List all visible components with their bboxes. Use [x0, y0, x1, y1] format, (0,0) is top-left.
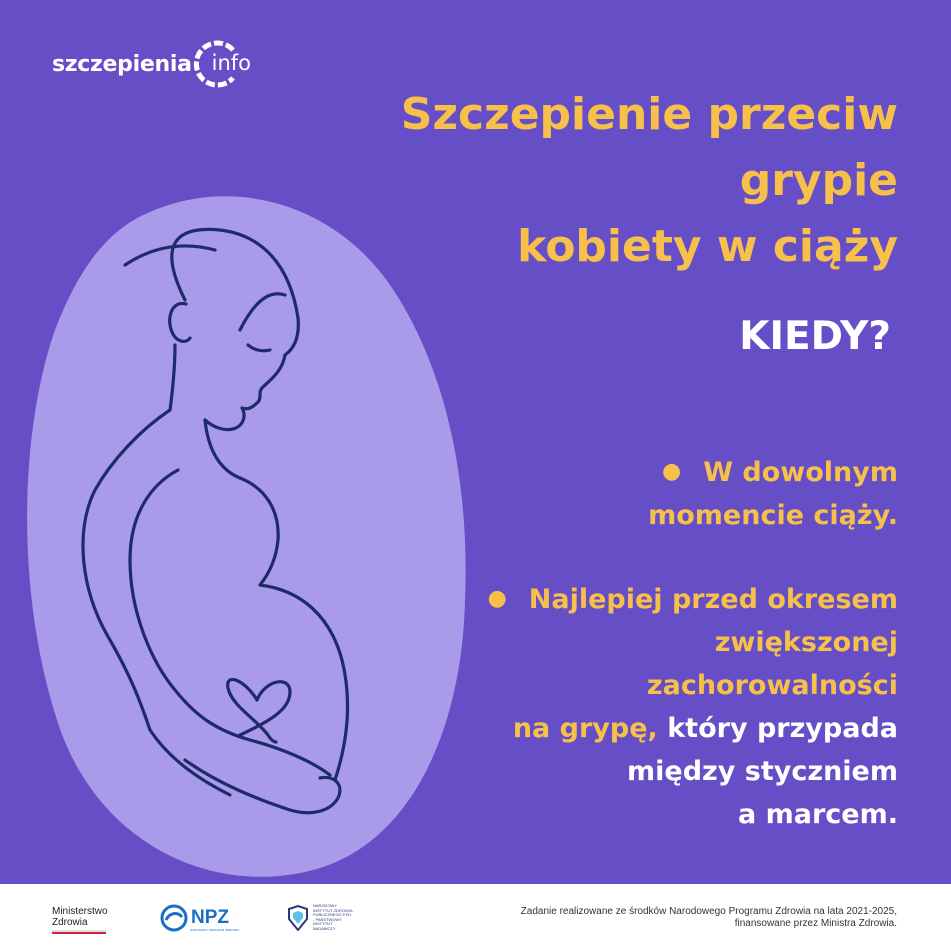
- ministry-line: Zdrowia: [52, 917, 88, 928]
- bullet-text-highlight: na grypę,: [512, 713, 658, 744]
- title-line: Szczepienie przeciw: [400, 89, 898, 140]
- bullet-list: [378, 450, 898, 836]
- bullet-item: [378, 450, 898, 537]
- page-title: [338, 82, 898, 280]
- bullet-text: Najlepiej przed okresem: [528, 584, 898, 615]
- funding-note-line: finansowane przez Ministra Zdrowia.: [734, 918, 897, 929]
- title-line: kobiety w ciąży: [517, 221, 898, 272]
- bullet-text: który przypada: [657, 713, 898, 744]
- bullet-text: momencie ciąży.: [648, 500, 898, 531]
- bullet-item: [378, 577, 898, 836]
- bullet-dot-icon: ●: [662, 459, 682, 484]
- bullet-text: W dowolnym: [703, 457, 898, 488]
- funding-note: [477, 906, 897, 930]
- bullet-dot-icon: ●: [487, 586, 507, 611]
- ministry-of-health-logo: [52, 906, 108, 928]
- bullet-text: a marcem.: [738, 799, 898, 830]
- npz-label: NPZ: [191, 907, 229, 928]
- npz-sub: NARODOWY PROGRAM ZDROWIA: [190, 928, 240, 932]
- flag-bar: [52, 932, 106, 934]
- logo-ring-icon: [193, 38, 252, 90]
- ministry-line: Ministerstwo: [52, 906, 108, 917]
- title-line: grypie: [739, 155, 898, 206]
- nizp-logo: [286, 904, 353, 931]
- funding-note-line: Zadanie realizowane ze środków Narodowego Programu Zdrowia na lata 2021-2025,: [520, 906, 897, 917]
- question-heading: KIEDY?: [739, 314, 891, 359]
- npz-logo: [160, 904, 240, 932]
- npz-swirl-icon: [160, 904, 188, 932]
- nizp-mark-icon: [286, 905, 310, 931]
- logo-suffix: info: [211, 51, 252, 75]
- bullet-text: zachorowalności: [646, 670, 898, 701]
- footer: [0, 884, 951, 947]
- bullet-text: zwiększonej: [714, 627, 898, 658]
- nizp-text: NARODOWY INSTYTUT ZDROWIA PUBLICZNEGO PZH - PAŃSTWOWY INSTYTUT BADAWCZY: [313, 903, 353, 931]
- szczepienia-info-logo: [52, 38, 252, 90]
- logo-word: szczepienia: [52, 51, 192, 77]
- bullet-text: między styczniem: [627, 756, 898, 787]
